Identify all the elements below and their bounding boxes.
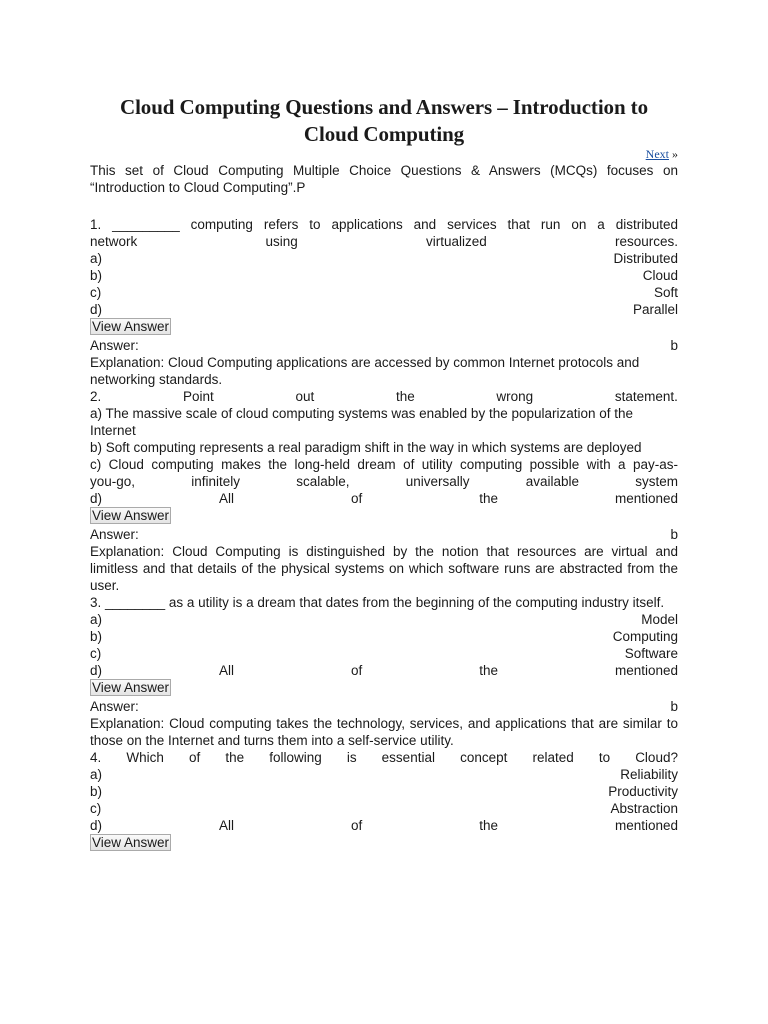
question-2-text: 2. Point out the wrong statement. [90, 389, 678, 404]
answer-1: Answer: b [90, 338, 678, 353]
next-link[interactable]: Next [645, 147, 669, 161]
option-c-line2: you-go, infinitely scalable, universally available system [90, 474, 678, 489]
option-d: d) Parallel [90, 302, 678, 317]
explanation-3: Explanation: Cloud computing takes the technology, services, and applications that are similar to those on the Internet and turns them into a self-service utility. [90, 716, 678, 748]
option-b: b) Productivity [90, 784, 678, 799]
page-title [90, 94, 678, 148]
option-d: d) All of the mentioned [90, 491, 678, 506]
option-c: c) Abstraction [90, 801, 678, 816]
option-c-line1: c) Cloud computing makes the long-held dream of utility computing possible with a pay-as- [90, 457, 678, 472]
explanation-2: Explanation: Cloud Computing is distinguished by the notion that resources are virtual and limitless and that details of the physical systems on which software runs are abstracted from the user. [90, 544, 678, 593]
option-c: c) Soft [90, 285, 678, 300]
option-a: a) Model [90, 612, 678, 627]
question-1-text: 1. _________ computing refers to applications and services that run on a distributed [90, 217, 678, 232]
option-a: a) The massive scale of cloud computing systems was enabled by the popularization of the Internet [90, 406, 634, 438]
document-page [90, 94, 678, 853]
option-c: c) Software [90, 646, 678, 661]
question-1-text-line2: network using virtualized resources. [90, 234, 678, 249]
question-4-text: 4. Which of the following is essential concept related to Cloud? [90, 750, 678, 765]
answer-2: Answer: b [90, 527, 678, 542]
explanation-1: Explanation: Cloud Computing applications are accessed by common Internet protocols and networking standards. [90, 355, 640, 387]
title-line-2: Cloud Computing [303, 122, 465, 146]
view-answer-button-2[interactable]: View Answer [92, 508, 170, 523]
option-b: b) Computing [90, 629, 678, 644]
view-answer-button-1[interactable]: View Answer [92, 319, 170, 334]
option-d: d) All of the mentioned [90, 663, 678, 678]
intro-paragraph: This set of Cloud Computing Multiple Choice Questions & Answers (MCQs) focuses on “Introduction to Cloud Computing”.P [90, 163, 678, 195]
title-line-1: Cloud Computing Questions and Answers – Introduction to [120, 95, 648, 119]
option-a: a) Reliability [90, 767, 678, 782]
next-arrow-icon: » [672, 147, 678, 161]
view-answer-button-3[interactable]: View Answer [92, 680, 170, 695]
option-a: a) Distributed [90, 251, 678, 266]
option-b: b) Cloud [90, 268, 678, 283]
next-nav [90, 146, 678, 162]
answer-3: Answer: b [90, 699, 678, 714]
option-d: d) All of the mentioned [90, 818, 678, 833]
view-answer-button-4[interactable]: View Answer [92, 835, 170, 850]
question-3-text: 3. ________ as a utility is a dream that dates from the beginning of the computing industry itself. [90, 595, 665, 610]
option-b: b) Soft computing represents a real paradigm shift in the way in which systems are deployed [90, 440, 642, 455]
